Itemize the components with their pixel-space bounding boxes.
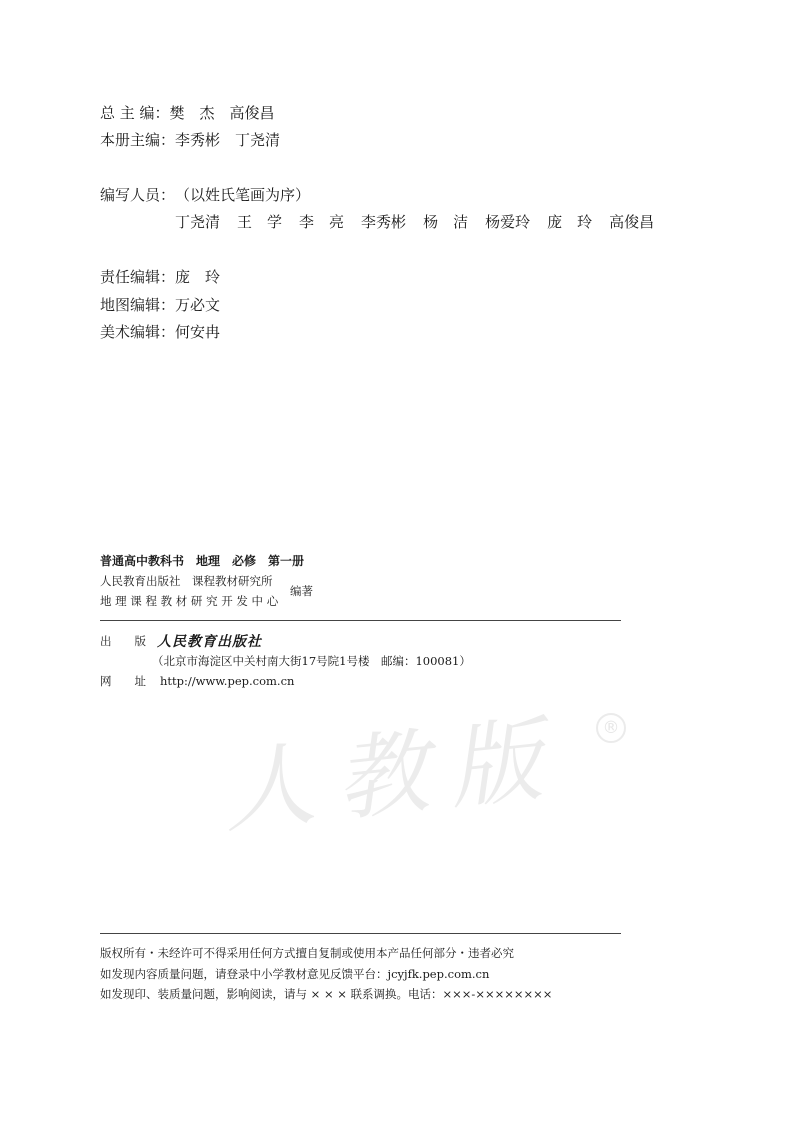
writers-label: 编写人员： bbox=[100, 186, 176, 204]
responsible-editor-name: 庞 玲 bbox=[175, 268, 221, 286]
print-quality-notice: 如发现印、装质量问题，影响阅读，请与 × × × 联系调换。电话：×××-×××××××× bbox=[100, 987, 553, 1001]
divider-bottom bbox=[100, 933, 621, 934]
writer-name: 李秀彬 bbox=[361, 213, 407, 231]
chief-editor-names: 樊 杰 高俊昌 bbox=[169, 104, 275, 122]
writer-name: 杨 洁 bbox=[423, 213, 469, 231]
art-editor-label: 美术编辑： bbox=[100, 323, 176, 341]
content-feedback-notice: 如发现内容质量问题，请登录中小学教材意见反馈平台：jcyjfk.pep.com.cn bbox=[100, 967, 490, 981]
chief-editor-label: 总 主 编： bbox=[100, 104, 170, 122]
divider-top bbox=[100, 620, 621, 621]
responsible-editor-label: 责任编辑： bbox=[100, 268, 176, 286]
writers-note: （以姓氏笔画为序） bbox=[175, 186, 311, 204]
publisher-logo: 人民教育出版社 bbox=[157, 634, 262, 650]
compiler-line-2: 地 理 课 程 教 材 研 究 开 发 中 心 bbox=[100, 594, 279, 608]
watermark-logo: 人教版 bbox=[217, 704, 569, 847]
registered-mark-icon: ® bbox=[596, 713, 626, 743]
writer-name: 丁尧清 bbox=[175, 213, 221, 231]
writers-line bbox=[100, 184, 310, 206]
website-url: http://www.pep.com.cn bbox=[160, 674, 295, 688]
responsible-editor-line bbox=[100, 266, 220, 288]
writer-name: 庞 玲 bbox=[547, 213, 593, 231]
writer-name: 杨爱玲 bbox=[485, 213, 531, 231]
book-title: 普通高中教科书 地理 必修 第一册 bbox=[100, 554, 305, 568]
publisher-label: 出 版 bbox=[100, 634, 146, 648]
writers-list bbox=[175, 211, 654, 233]
compiler-line-1: 人民教育出版社 课程教材研究所 bbox=[100, 574, 273, 588]
copyright-notice: 版权所有・未经许可不得采用任何方式擅自复制或使用本产品任何部分・违者必究 bbox=[100, 946, 514, 960]
compiler-suffix: 编著 bbox=[290, 584, 313, 598]
volume-editor-line bbox=[100, 129, 280, 151]
writer-name: 李 亮 bbox=[299, 213, 345, 231]
art-editor-line bbox=[100, 321, 220, 343]
publisher-address: （北京市海淀区中关村南大街17号院1号楼 邮编：100081） bbox=[152, 654, 471, 668]
map-editor-label: 地图编辑： bbox=[100, 296, 176, 314]
chief-editor-line bbox=[100, 102, 275, 124]
website-label: 网 址 bbox=[100, 674, 146, 688]
map-editor-line bbox=[100, 294, 220, 316]
writer-name: 高俊昌 bbox=[609, 213, 655, 231]
volume-editor-names: 李秀彬 丁尧清 bbox=[175, 131, 281, 149]
map-editor-name: 万必文 bbox=[175, 296, 221, 314]
art-editor-name: 何安冉 bbox=[175, 323, 221, 341]
volume-editor-label: 本册主编： bbox=[100, 131, 176, 149]
writer-name: 王 学 bbox=[237, 213, 283, 231]
